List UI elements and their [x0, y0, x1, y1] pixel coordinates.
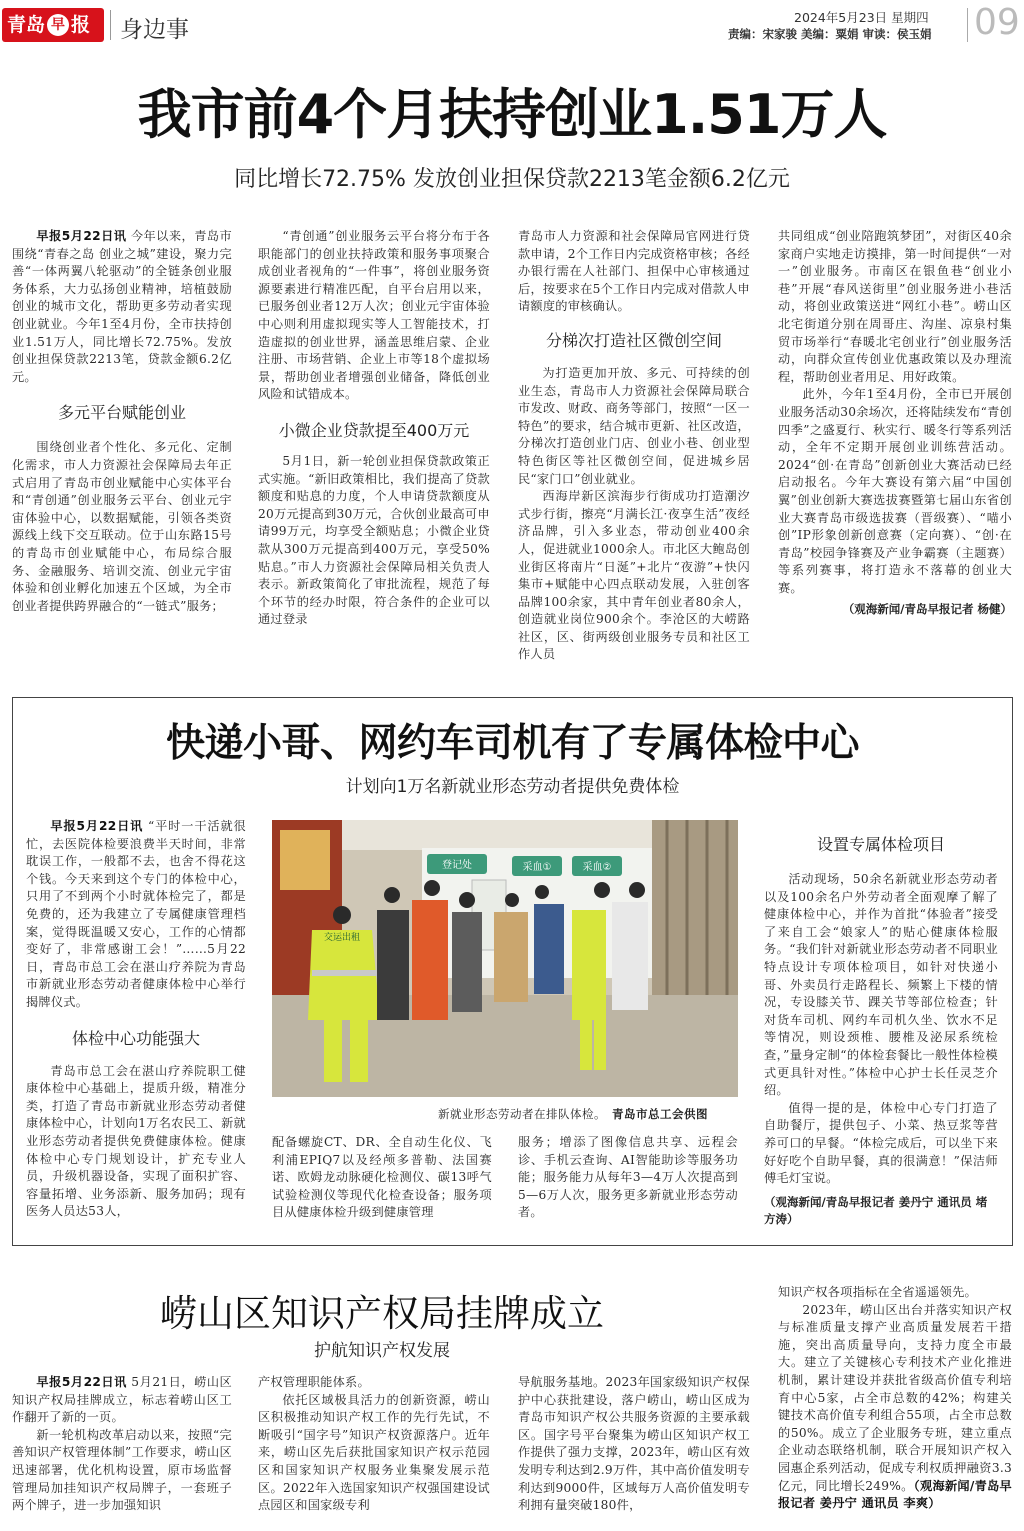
- byline: （观海新闻/青岛早报记者 杨健）: [842, 602, 1012, 617]
- paragraph: 配备螺旋CT、DR、全自动生化仪、飞利浦EPIQ7以及经颅多普勒、法国赛诺、欧姆龙动脉硬化检测仪、碳13呼气试验检测仪等现代化检查设备；服务项目从健康体检升级到健康管理: [272, 1135, 492, 1220]
- paragraph: 围绕创业者个性化、多元化、定制化需求，市人力资源社会保障局去年正式启用了青岛市创业赋能中心实体平台和“青创通”创业服务云平台、创业元宇宙体验中心，以数据赋能，引领各类资源线上线下交互联动。位于山东路15号的青岛市创业赋能中心，布局综合服务、金融服务、培训交流、创业元宇宙体验和创业孵化加速五个区域，为全市创业者提供跨界融合的“一链式”服务；: [12, 440, 232, 613]
- article-1-column-4: [778, 228, 1012, 617]
- paragraph: 共同组成“创业陪跑筑梦团”，对街区40余家商户实地走访摸排，第一时间提供“一对一”创业服务。市南区在银鱼巷“创业小巷”开展“春风送街里”创业服务进小巷活动，将创业政策送进“网红小巷”。崂山区北宅街道分别在周哥庄、沟崖、凉泉村集贸市场举行“春暖北宅创业行”创业服务活动，向群众宣传创业优惠政策以及办理流程，帮助创业者用足、用好政策。: [778, 229, 1012, 384]
- article-2-subtitle: 计划向1万名新就业形态劳动者提供免费体检: [345, 777, 680, 797]
- photo-sign-blood-2: 采血②: [582, 862, 612, 873]
- article-1-column-2: [258, 228, 490, 629]
- paragraph: 5月21日，崂山区知识产权局挂牌成立，标志着崂山区工作翻开了新的一页。: [12, 1375, 232, 1425]
- paragraph: 导航服务基地。2023年国家级知识产权保护中心获批建设，落户崂山，崂山区成为青岛市知识产权公共服务资源的主要承载区。国字号平台聚集为崂山区知识产权工作提供了强力支撑，2023年，崂山区有效发明专利达到2.9万件，其中高价值发明专利达到9000件，区域每万人高价值发明专利拥有量突破180件，: [518, 1375, 750, 1513]
- article-3-subtitle: 护航知识产权发展: [314, 1341, 450, 1361]
- photo-vest-label: 交运出租: [323, 933, 361, 943]
- paragraph: 青岛市总工会在湛山疗养院职工健康体检中心基础上，提质升级，精准分类，打造了青岛市新就业形态劳动者健康体检中心，计划向1万名农民工、新就业形态劳动者提供免费健康体检。健康体检中心专门规划设计，扩充专业人员，升级机器设备，实现了面积扩容、容量拓增、业务添新、服务加码；现有医务人员达53人，: [26, 1063, 246, 1219]
- article-2-column-1: [26, 818, 246, 1221]
- paragraph: 今年以来，青岛市围绕“青春之岛 创业之城”建设，聚力完善“一体两翼八轮驱动”的全链条创业服务体系，大力弘扬创业精神，培植鼓励创业的城市文化，帮助更多劳动者实现创业就业。今年1至4月份，全市扶持创业1.51万人，同比增长72.75%。发放创业担保贷款2213笔，贷款金额6.2亿元。: [12, 229, 232, 384]
- article-1-subtitle: 同比增长72.75% 发放创业担保贷款2213笔金额6.2亿元: [234, 167, 790, 192]
- page-number: 09: [974, 2, 1020, 43]
- article-3-column-2: [258, 1374, 490, 1515]
- paragraph: 5月1日，新一轮创业担保贷款政策正式实施。“新旧政策相比，我们提高了贷款额度和贴息的力度，个人申请贷款额度从20万元提高到30万元，合伙创业最高可申请99万元，均享受全额贴息；小微企业贷款从300万元提高到400万元，享受50%贴息。”市人力资源社会保障局相关负责人表示。新政策简化了审批流程，规范了每个环节的经办时限，符合条件的企业可以通过登录: [258, 453, 490, 627]
- paragraph: 活动现场，50余名新就业形态劳动者以及100余名户外劳动者全面观摩了解了健康体检中心，并作为首批“体验者”接受了来自工会“娘家人”的贴心健康体检服务。“我们针对新就业形态劳动者不同职业特点设计专项体检项目，如针对快递小哥、外卖员行走路程长、频繁上下楼的情况，专设膝关节、踝关节等部位检查；针对货车司机、网约车司机久坐、饮水不足等情况，则设颈椎、腰椎及泌尿系统检查，”量身定制“的体检套餐比一般性体检模式更具针对性。”体检中心护士长任灵芝介绍。: [764, 872, 998, 1098]
- photo-caption: [438, 1106, 708, 1122]
- dateline: 早报5月22日讯: [36, 1375, 127, 1389]
- article-1-column-3: [518, 228, 750, 664]
- photo-illustration: [272, 820, 738, 1097]
- paragraph: 知识产权各项指标在全省遥遥领先。: [778, 1285, 977, 1299]
- logo-text-left: 青岛: [7, 14, 46, 36]
- paragraph: 2023年，崂山区出台并落实知识产权与标准质量支撑产业高质量发展若干措施，突出高质量导向，支持力度全市最大。建立了关键核心专利技术产业化推进机制，累计建设并获批省级高价值专利培育中心5家，占全市总数的42%；构建关键技术高价值专利组合55项，占全市总数的50%。成立了企业服务专班，建立重点企业动态联络机制，联合开展知识产权入园惠企系列活动，促成专利权质押融资3.3亿元，同比增长249%。: [778, 1302, 1012, 1493]
- article-3-column-4: [778, 1284, 1012, 1513]
- logo-badge: 早: [47, 14, 69, 36]
- photo-credit: 青岛市总工会供图: [612, 1107, 708, 1121]
- paragraph: 为打造更加开放、多元、可持续的创业生态，青岛市人力资源社会保障局联合市发改、财政、商务等部门，按照“一区一特色”的要求，结合城市更新、社区改造，分梯次打造创业门店、创业小巷、创业型特色街区等社区微创空间，促进城乡居民“家门口”创业就业。: [518, 365, 750, 486]
- subheading: 设置专属体检项目: [816, 835, 945, 854]
- photo-sign-blood-1: 采血①: [522, 862, 552, 873]
- byline: （观海新闻/青岛早报记者 姜丹宁 通讯员 李爽）: [778, 1478, 1012, 1511]
- article-3-headline: 崂山区知识产权局挂牌成立: [160, 1292, 604, 1335]
- article-2-column-4: [764, 818, 998, 1228]
- byline: （观海新闻/青岛早报记者 姜丹宁 通讯员 堵方涛）: [764, 1194, 988, 1226]
- paragraph: 服务；增添了图像信息共享、远程会诊、手机云查询、AI智能助诊等服务功能；服务能力从每年3—4万人次提高到5—6万人次，服务更多新就业形态劳动者。: [518, 1135, 738, 1220]
- logo-text-right: 报: [71, 14, 91, 36]
- page-number-divider: [967, 8, 968, 42]
- section-name: 身边事: [120, 17, 189, 43]
- photo-sign-registration: 登记处: [442, 860, 472, 871]
- photo-queue-for-checkup: [272, 820, 738, 1097]
- article-3-column-3: [518, 1374, 750, 1515]
- subheading: 分梯次打造社区微创空间: [545, 330, 722, 350]
- paragraph: 值得一提的是，体检中心专门打造了自助餐厅，提供包子、小菜、热豆浆等营养可口的早餐。“体检完成后，可以坐下来好好吃个自助早餐，真的很满意！”保洁师傅毛灯宝说。: [764, 1100, 998, 1186]
- subheading: 体检中心功能强大: [71, 1028, 200, 1048]
- paragraph: 新一轮机构改革启动以来，按照“完善知识产权管理体制”工作要求，崂山区迅速部署，优化机构设置，原市场监督管理局加挂知识产权局牌子，一套班子两个牌子，进一步加强知识: [12, 1427, 232, 1513]
- paragraph: “青创通”创业服务云平台将分布于各职能部门的创业扶持政策和服务事项聚合成创业者视角的“一件事”，将创业服务资源要素进行精准匹配，自平台启用以来，已服务创业者12万人次；创业元宇宙体验中心则利用虚拟现实等人工智能技术，打造虚拟的创业世界，涵盖思维启蒙、企业注册、市场营销、企业上市等18个虚拟场景，帮助创业者增强创业储备，降低创业风险和试错成本。: [258, 229, 490, 402]
- newspaper-logo: [2, 8, 104, 42]
- paragraph: 产权管理职能体系。: [258, 1375, 370, 1389]
- caption-text: 新就业形态劳动者在排队体检。: [438, 1107, 606, 1121]
- paragraph: 依托区域极具活力的创新资源，崂山区积极推动知识产权工作的先行先试，不断吸引“国字号”知识产权资源落户。近年来，崂山区先后获批国家知识产权示范园区和国家知识产权服务业集聚发展示范区。2022年入选国家知识产权强国建设试点园区和国家级专利: [258, 1392, 490, 1513]
- subheading: 小微企业贷款提至400万元: [278, 420, 470, 440]
- article-1-headline: 我市前4个月扶持创业1.51万人: [137, 83, 887, 146]
- article-1-column-1: [12, 228, 232, 615]
- paragraph: 青岛市人力资源和社会保障局官网进行贷款申请，2个工作日内完成资格审核；各经办银行需在人社部门、担保中心审核通过后，按要求在5个工作日内完成对借款人申请额度的审核确认。: [518, 229, 750, 314]
- header-divider: [110, 10, 111, 40]
- article-3-column-1: [12, 1374, 232, 1515]
- paragraph: 此外，今年1至4月份，全市已开展创业服务活动30余场次，还将陆续发布“青创四季”之盛夏行、秋实行、暖冬行等系列活动，全年不定期开展创业训练营活动。2024“创·在青岛”创新创业大赛活动已经启动报名。今年大赛设有第六届“中国创翼”创业创新大赛选拔赛暨第七届山东省创业大赛青岛市级选拔赛（晋级赛）、“喵小创”IP形象创新创意赛（定向赛）、“创·在青岛”校园争锋赛及产业争霸赛（主题赛）等系列赛事，将打造永不落幕的创业大赛。: [778, 387, 1012, 595]
- editor-credits: 责编：宋家骏 美编：粟娟 审读：侯玉娟: [728, 27, 932, 41]
- dateline: 早报5月22日讯: [50, 819, 144, 833]
- dateline: 早报5月22日讯: [36, 229, 127, 243]
- article-2-column-3: [518, 1134, 738, 1222]
- article-2-headline: 快递小哥、网约车司机有了专属体检中心: [165, 721, 859, 766]
- masthead: [0, 0, 1024, 48]
- issue-date: 2024年5月23日 星期四: [794, 10, 929, 25]
- article-2-column-2: [272, 1134, 492, 1222]
- paragraph: “平时一干活就很忙，去医院体检要浪费半天时间，非常耽误工作，一般都不去，也舍不得花这个钱。今天来到这个专门的体检中心，只用了不到两个小时就体检完了，都是免费的，还为我建立了专属健康管理档案，觉得既温暖又安心，工作的心情都变好了，非常感谢工会！”……5月22日，青岛市总工会在湛山疗养院为青岛市新就业形态劳动者健康体检中心举行揭牌仪式。: [26, 819, 246, 1009]
- paragraph: 西海岸新区滨海步行街成功打造潮汐式步行街，擦亮“月满长江·夜享生活”夜经济品牌，引入多业态，带动创业400余人，促进就业1000余人。市北区大鲍岛创业街区将南片“日涎”+北片“夜游”+快闪集市+赋能中心四点联动发展，入驻创客品牌100余家，其中青年创业者80余人，创造就业岗位900余个。李沧区的大崂路社区，区、街两级创业服务专员和社区工作人员: [518, 489, 750, 662]
- subheading: 多元平台赋能创业: [57, 403, 186, 423]
